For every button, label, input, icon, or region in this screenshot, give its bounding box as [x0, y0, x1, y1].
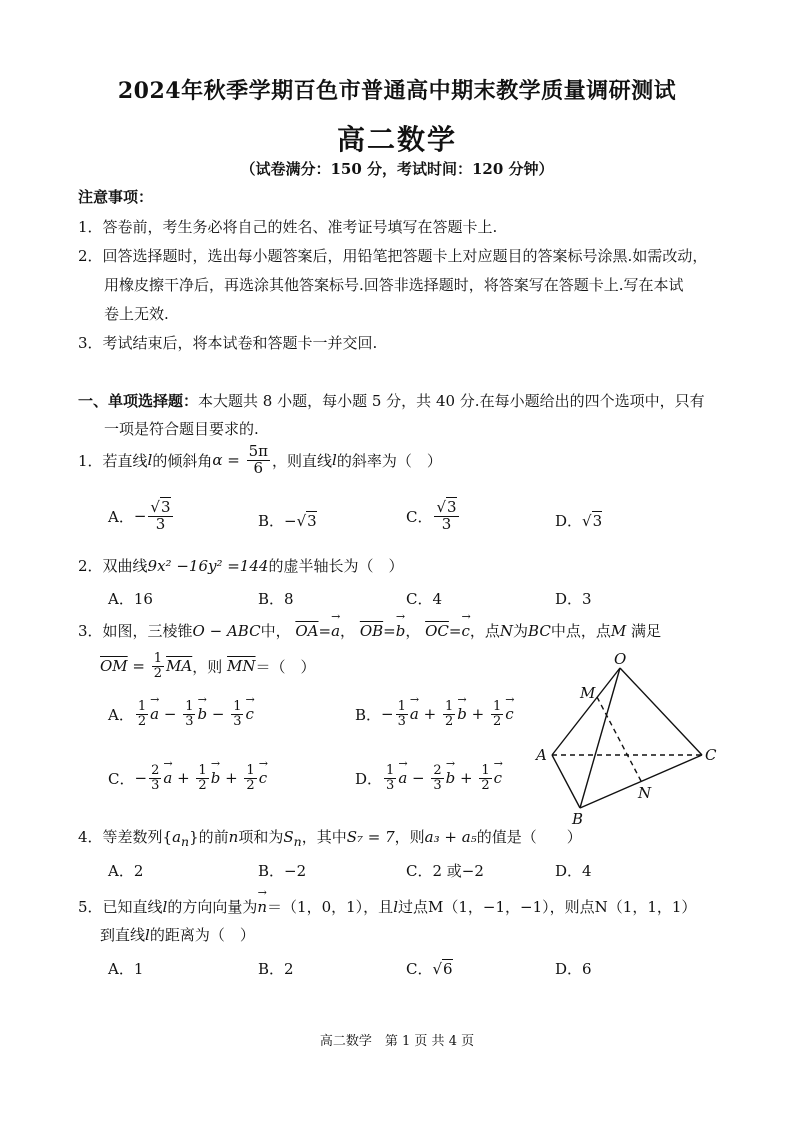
- tetrahedron-figure: [530, 648, 730, 828]
- q5-vec-n: → n: [257, 898, 267, 916]
- q4-text-mid: 的前: [198, 828, 229, 846]
- q1-line-l2: l: [332, 451, 337, 470]
- q5-text-pre: 5．已知直线: [78, 898, 163, 916]
- q1-line-l: l: [147, 451, 153, 470]
- q3-text-post: ，点: [469, 622, 500, 640]
- q5-line-l2: l: [393, 898, 398, 916]
- q5-point-m: M（1，−1，−1）: [428, 898, 550, 916]
- q2-option-a: A．16: [108, 590, 153, 608]
- q1-text-mid: 的倾斜角: [152, 451, 213, 470]
- q5-line-l: l: [162, 898, 168, 916]
- exam-info: （试卷满分：150 分，考试时间：120 分钟）: [240, 160, 554, 178]
- q3-point-n: N: [499, 622, 514, 640]
- label-b: B: [572, 810, 584, 828]
- q4-seq: $a_n$: [172, 828, 190, 849]
- notice-item-3: 3．考试结束后，将本试卷和答题卡一并交回.: [78, 334, 378, 352]
- q3-text-pre: 3．如图，三棱锥: [78, 622, 193, 640]
- q5-opt-c-sqrt: 6: [443, 960, 453, 978]
- subject-title: 高二数学: [336, 123, 457, 156]
- q5-text-line2-post: 的距离为（ ）: [149, 926, 255, 944]
- page-footer: 高二数学 第 1 页 共 4 页: [319, 1034, 475, 1049]
- q2-text-post: 的虚半轴长为（ ）: [268, 557, 404, 575]
- q1-opt-a-minus: −: [133, 507, 147, 526]
- q1-alpha: α: [212, 451, 223, 470]
- q5-text-line2: 到直线: [100, 926, 146, 944]
- q1-text-post2: 的斜率为（ ）: [336, 451, 442, 470]
- q5-option-a: A．1: [108, 960, 144, 978]
- q1-opt-c-sqrt: 3: [447, 498, 457, 516]
- section-title: 一、单项选择题：: [78, 392, 199, 410]
- edge-oa: [552, 668, 620, 755]
- q3-option-a: A． $\frac{1}{2}$ → a − $\frac{1}{3}$ → b − $\frac{1}{3}$ → c: [108, 700, 254, 728]
- q4-option-b: B．−2: [258, 862, 307, 880]
- q3-vec-ob: $\overline{OB}$: [359, 622, 384, 640]
- q1-opt-d-label: D．: [555, 512, 583, 530]
- label-n: N: [638, 784, 652, 802]
- q5-option-d: D．6: [555, 960, 592, 978]
- q4-s7: S₇ = 7: [346, 828, 395, 846]
- q3-tetra: O − ABC: [192, 622, 261, 640]
- q4-n: n: [228, 828, 239, 846]
- q2-option-b: B．8: [258, 590, 294, 608]
- q3-text-post2: 满足: [630, 622, 661, 640]
- q1-option-a: [108, 500, 175, 533]
- q3-vec-oa: $\overline{OA}$: [295, 622, 319, 640]
- q2-text-pre: 2．双曲线: [78, 557, 148, 575]
- q3-option-d: D． $\frac{1}{3}$ → a − $\frac{2}{3}$ → b + $\frac{1}{2}$ → c: [355, 764, 502, 792]
- q1-option-d: D．√3: [555, 512, 603, 530]
- q4-option-a: A．2: [108, 862, 144, 880]
- edge-oc: [620, 668, 702, 755]
- notice-title: 注意事项：: [78, 188, 154, 206]
- q1-opt-a-frac: $\frac{√3}{3}$: [150, 498, 171, 533]
- q3-text-mid: 中，: [260, 622, 291, 640]
- q1-frac-den: 6: [253, 458, 264, 477]
- q4-option-c: C．2 或−2: [406, 862, 484, 880]
- q1-alpha-frac: [247, 444, 270, 477]
- q5-vec-value: ＝（1，0，1），且: [267, 898, 394, 916]
- q1-opt-b-minus: −: [284, 512, 297, 530]
- question-1: 1．若直线 l 的倾斜角 α = $\frac{5\pi}{6}$ ，则直线 l 的斜率为（ ）: [78, 442, 442, 477]
- q3-point-m: M: [610, 622, 627, 640]
- q3-opt-b-label: B．: [355, 705, 382, 724]
- q3-vec-ma: $\overline{MA}$: [166, 657, 193, 676]
- q1-text-pre: 1．若直线: [78, 451, 148, 470]
- q1-option-c: [406, 500, 461, 533]
- q1-opt-a-sqrt: 3: [160, 498, 171, 516]
- notice-item-1: 1．答卷前，考生务必将自己的姓名、准考证号填写在答题卡上.: [78, 218, 498, 236]
- q3-text-mid2: 为: [513, 622, 529, 640]
- q1-text-post: ，则直线: [272, 451, 333, 470]
- q3-vec-oc: $\overline{OC}$: [425, 622, 449, 640]
- q3-text-line2: ，则: [192, 657, 223, 676]
- q2-option-d: D．3: [555, 590, 592, 608]
- q4-expr: a₃ + a₅: [424, 828, 477, 846]
- exam-title: 2024年秋季学期百色市普通高中期末教学质量调研测试: [117, 78, 677, 104]
- question-5: [78, 896, 696, 917]
- q1-opt-b-label: B．: [258, 512, 285, 530]
- label-c: C: [705, 746, 717, 764]
- q4-text-pre: 4．等差数列: [78, 828, 163, 846]
- q3-text-mid3: 中点，点: [550, 622, 611, 640]
- q4-sn: $S_n$: [283, 828, 302, 849]
- q3-option-c: C． − $\frac{2}{3}$ → a + $\frac{1}{2}$ → b + $\frac{1}{2}$ → c: [108, 764, 267, 792]
- label-a: A: [536, 746, 547, 764]
- question-4: 4．等差数列$\{a_n\}$的前n项和为$S_n$，其中S₇ = 7，则a₃ + a₅的值是（ ）: [78, 828, 582, 849]
- notice-item-2-cont: 用橡皮擦干净后，再选涂其他答案标号.回答非选择题时，将答案写在答题卡上.写在本试: [104, 276, 684, 294]
- q5-line-l3: l: [145, 926, 150, 944]
- q5-opt-c-label: C．: [406, 960, 433, 978]
- q3-seg-bc: BC: [528, 622, 551, 640]
- q5-text-mid: 的方向向量为: [167, 898, 258, 916]
- q3-opt-a-label: A．: [108, 705, 134, 724]
- q5-point-n: N（1，1，1）: [594, 898, 697, 916]
- q2-option-c: C．4: [406, 590, 443, 608]
- q1-opt-c-frac: $\frac{√3}{3}$: [436, 498, 457, 533]
- q5-text-mid3: ，则点: [549, 898, 595, 916]
- q1-opt-d-sqrt: 3: [592, 512, 603, 530]
- q1-frac-num: 5π: [248, 442, 269, 460]
- q4-text-mid2: 项和为: [238, 828, 284, 846]
- q3-option-b: B． − $\frac{1}{3}$ → a + $\frac{1}{2}$ → b + $\frac{1}{2}$ → c: [355, 700, 514, 728]
- q4-text-mid4: ，则: [394, 828, 425, 846]
- q1-opt-c-den: 3: [441, 514, 452, 533]
- question-2: [78, 555, 403, 576]
- q1-opt-a-label: A．: [108, 507, 134, 526]
- q4-option-d: D．4: [555, 862, 592, 880]
- q4-text-mid3: ，其中: [301, 828, 347, 846]
- q5-option-c: C．√6: [406, 960, 453, 978]
- segment-mn: [597, 697, 641, 781]
- q5-text-mid2: 过点: [398, 898, 429, 916]
- q5-line-2: [100, 924, 255, 945]
- q3-vec-om: $\overline{OM}$: [100, 657, 128, 676]
- q3-opt-d-label: D．: [355, 769, 383, 788]
- label-m: M: [580, 684, 596, 702]
- question-3: 3．如图，三棱锥O − ABC中， $\overline{OA}=\to a$， $\overline{OB}=\to b$， $\overline{OC}=\to c$，点N为BC中点，点M 满足: [78, 620, 661, 641]
- notice-item-2-end: 卷上无效.: [104, 305, 169, 323]
- q3-vec-b: → b: [396, 622, 406, 640]
- q5-option-b: B．2: [258, 960, 294, 978]
- q3-half-frac: $\frac{1}{2}$: [153, 651, 163, 681]
- q4-text-post: 的值是（ ）: [476, 828, 582, 846]
- q3-vec-mn: $\overline{MN}$: [227, 657, 256, 676]
- q3-text-line2-end: ＝（ ）: [255, 657, 316, 676]
- section-desc-cont: 一项是符合题目要求的.: [104, 420, 259, 438]
- q3-vec-a: → a: [331, 622, 340, 640]
- notice-item-2: 2．回答选择题时，选出每小题答案后，用铅笔把答题卡上对应题目的答案标号涂黑.如需改动，: [78, 247, 708, 265]
- q3-opt-c-label: C．: [108, 769, 135, 788]
- q1-opt-c-label: C．: [406, 507, 433, 526]
- label-o: O: [614, 650, 627, 668]
- q3-vec-c: → c: [461, 622, 469, 640]
- q1-opt-a-den: 3: [155, 514, 166, 533]
- q1-option-b: B．−√3: [258, 512, 317, 530]
- section-desc: 本大题共 8 小题，每小题 5 分，共 40 分.在每小题给出的四个选项中，只有: [198, 392, 705, 410]
- section-heading: [78, 390, 705, 411]
- q2-equation: 9x² −16y² =144: [147, 557, 269, 575]
- q1-opt-b-sqrt: 3: [307, 512, 317, 530]
- q3-line-2: $\overline{OM}$ = $\frac{1}{2}$ $\overline{MA}$ ，则 $\overline{MN}$ ＝（ ）: [100, 651, 316, 681]
- edge-ab: [552, 755, 580, 808]
